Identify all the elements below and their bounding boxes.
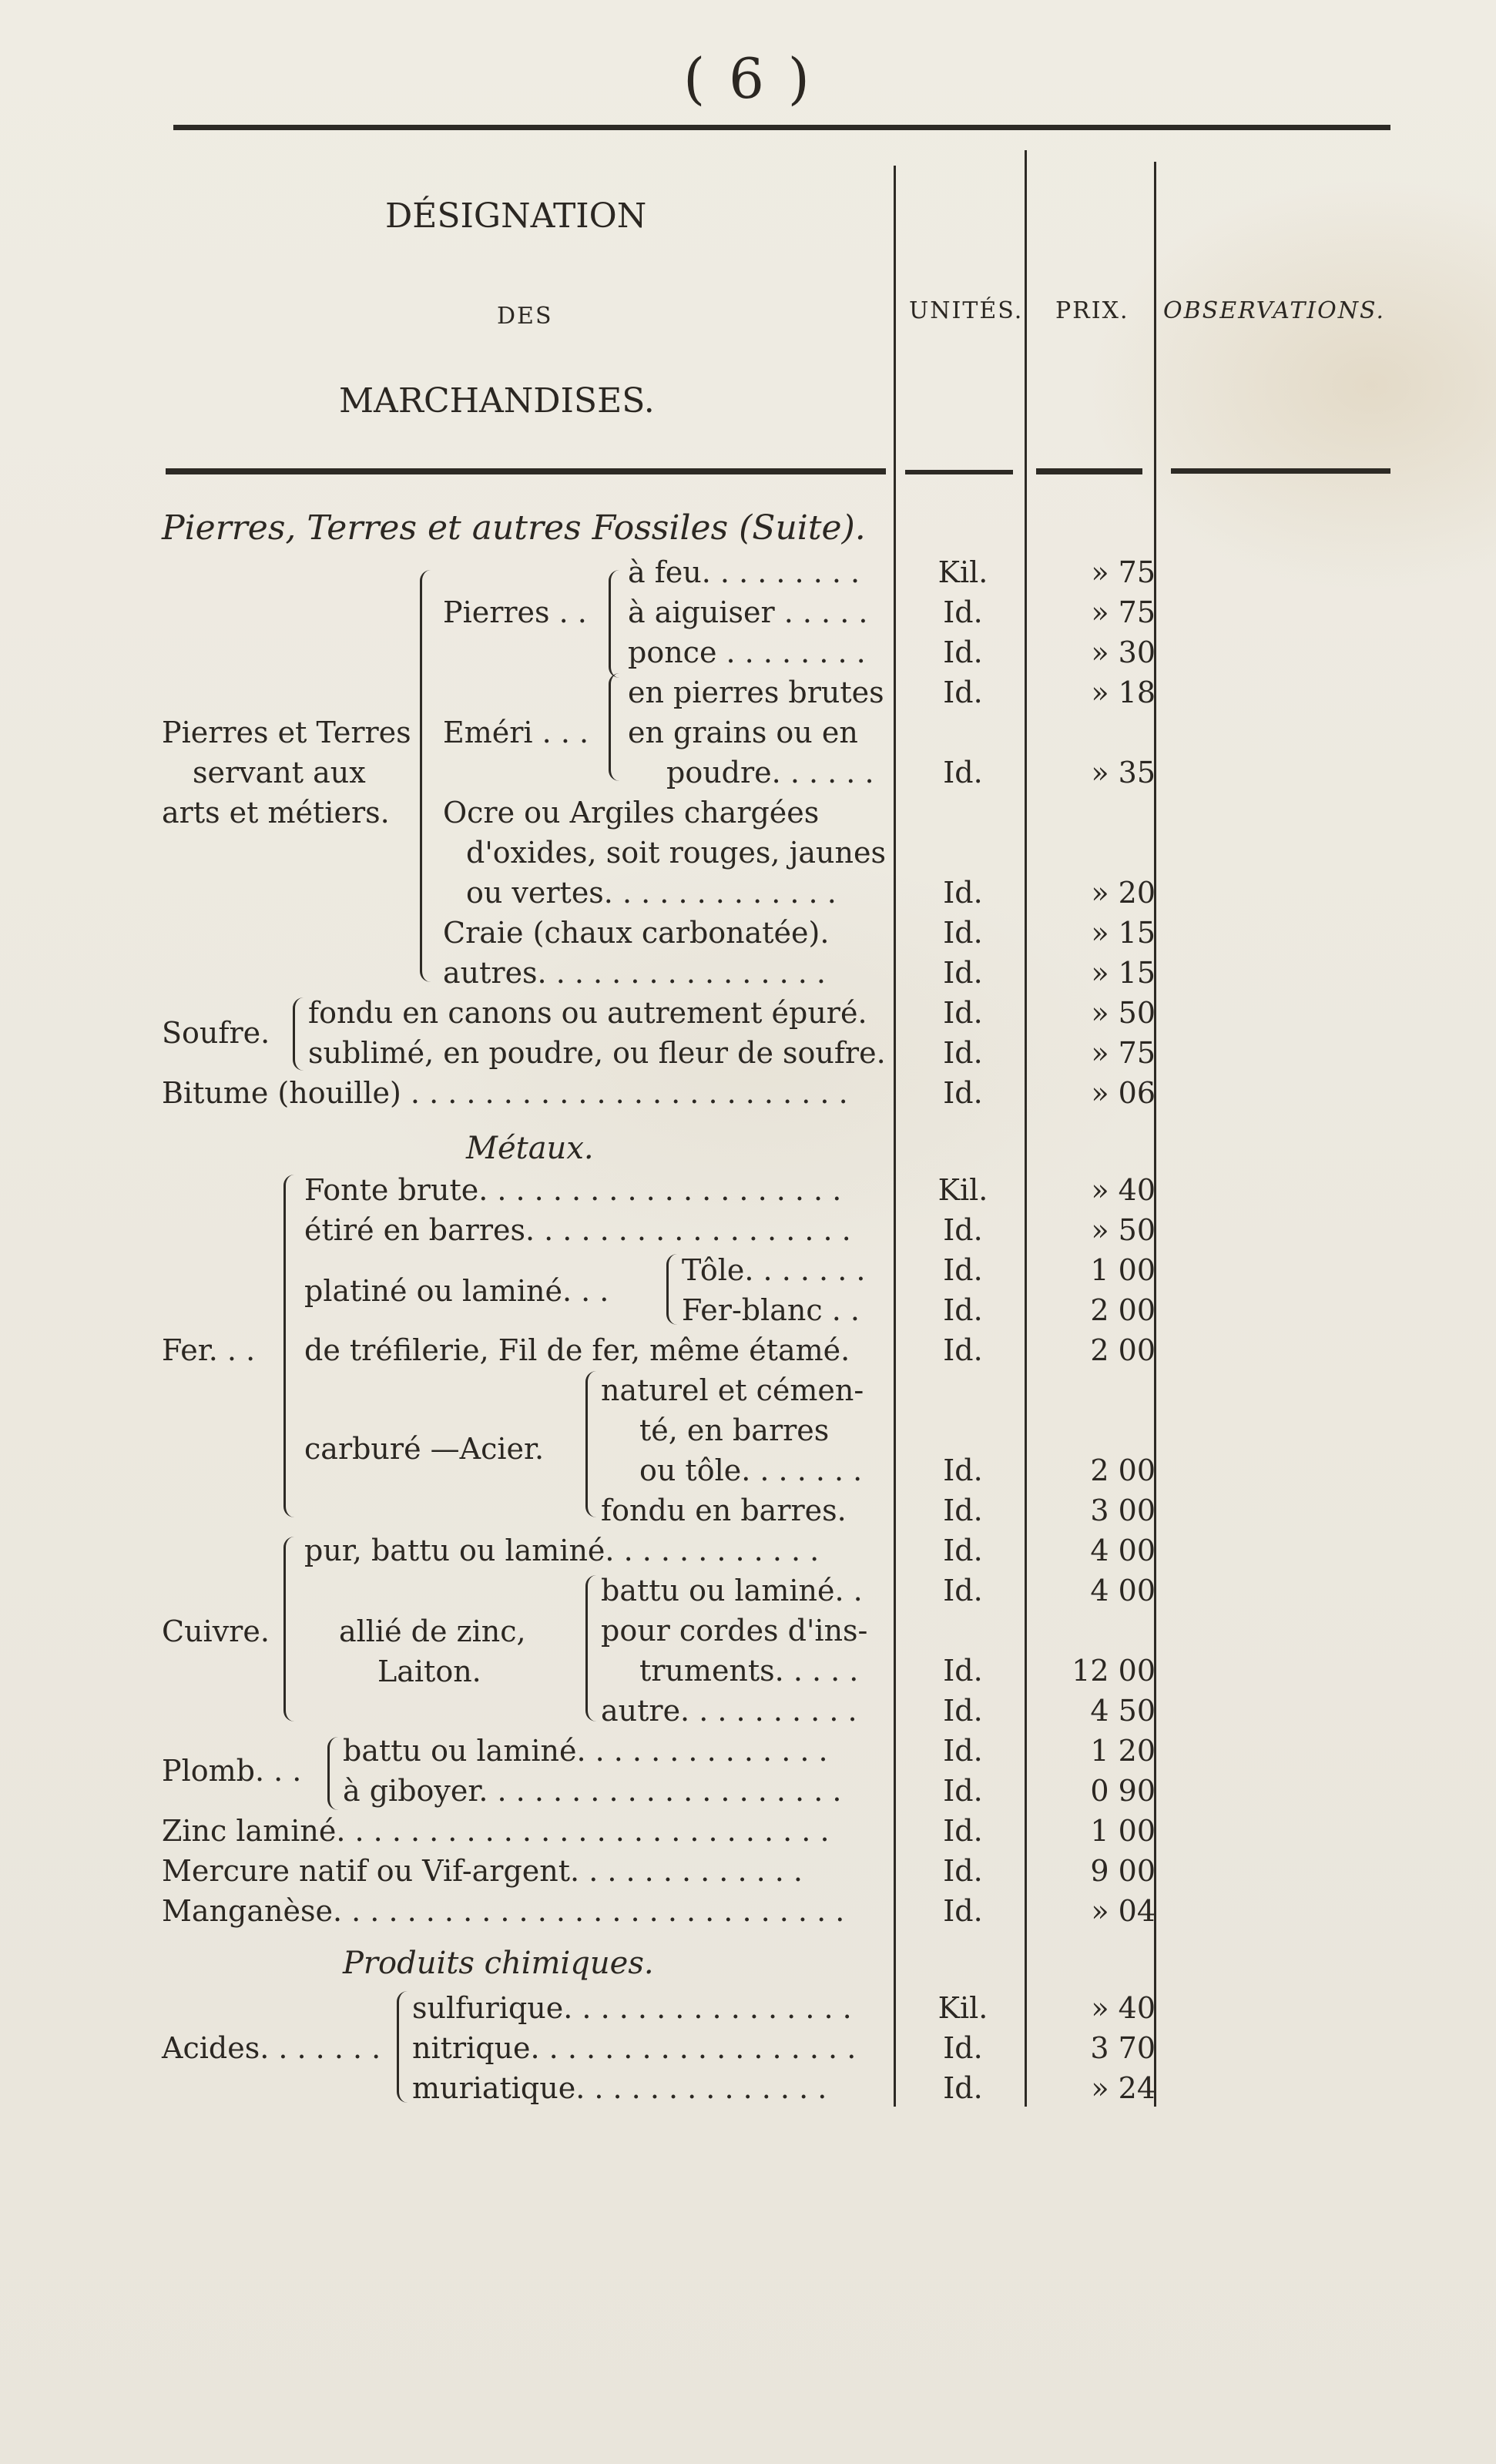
cuivre-row-0-price: 4 00 bbox=[1090, 1534, 1156, 1567]
section-title-metaux: Métaux. bbox=[466, 1131, 594, 1166]
pierres-row-6-text: Ocre ou Argiles chargées bbox=[443, 796, 820, 830]
pierres-row-9-unit: Id. bbox=[943, 916, 983, 950]
misc-row-1-price: 9 00 bbox=[1090, 1854, 1156, 1888]
cuivre-row-1-unit: Id. bbox=[943, 1574, 983, 1607]
fer-row-3-text: Fer-blanc . . bbox=[682, 1293, 860, 1327]
fer-row-8-unit: Id. bbox=[943, 1493, 983, 1527]
cuivre-label: Cuivre. bbox=[162, 1614, 270, 1648]
pierres-row-9-text: Craie (chaux carbonatée). bbox=[443, 916, 830, 950]
header-observations: OBSERVATIONS. bbox=[1163, 297, 1385, 324]
emeri-sublabel: Eméri . . . bbox=[443, 716, 589, 749]
cuivre-row-3-text: truments. . . . . bbox=[639, 1654, 859, 1688]
pierres-row-2-unit: Id. bbox=[943, 635, 983, 669]
pierres-row-3-price: » 18 bbox=[1091, 676, 1156, 709]
top-rule bbox=[173, 125, 1390, 130]
column-line-price bbox=[1025, 150, 1027, 2107]
fer-row-8-price: 3 00 bbox=[1090, 1493, 1156, 1527]
cuivre-row-2-text: pour cordes d'ins- bbox=[601, 1614, 868, 1648]
soufre-row-0-text: fondu en canons ou autrement épuré. bbox=[308, 996, 867, 1030]
header-rule-designation bbox=[166, 468, 886, 474]
misc-row-2-text: Manganèse. . . . . . . . . . . . . . . . . . . . . . . . . . . . bbox=[162, 1894, 845, 1928]
cuivre-row-0-unit: Id. bbox=[943, 1534, 983, 1567]
pierres-sublabel: Pierres . . bbox=[443, 595, 587, 629]
bitume-unit: Id. bbox=[943, 1076, 983, 1110]
pierres-row-2-price: » 30 bbox=[1091, 635, 1156, 669]
brace-fer bbox=[283, 1175, 297, 1517]
pierres-row-10-unit: Id. bbox=[943, 956, 983, 990]
pierres-row-10-text: autres. . . . . . . . . . . . . . . . bbox=[443, 956, 827, 990]
plomb-row-0-price: 1 20 bbox=[1090, 1734, 1156, 1768]
fer-row-4-price: 2 00 bbox=[1090, 1333, 1156, 1367]
header-designation-1: DÉSIGNATION bbox=[385, 196, 647, 236]
brace-cuivre bbox=[283, 1537, 297, 1721]
acides-row-0-price: » 40 bbox=[1091, 1991, 1156, 2025]
fer-row-4-unit: Id. bbox=[943, 1333, 983, 1367]
acides-row-1-price: 3 70 bbox=[1090, 2031, 1156, 2065]
pierres-row-1-text: à aiguiser . . . . . bbox=[628, 595, 868, 629]
pierres-row-7-text: d'oxides, soit rouges, jaunes bbox=[466, 836, 886, 870]
pierres-row-0-unit: Kil. bbox=[938, 555, 988, 589]
soufre-label: Soufre. bbox=[162, 1016, 270, 1050]
pierres-row-8-text: ou vertes. . . . . . . . . . . . . bbox=[466, 876, 837, 910]
fer-row-3-unit: Id. bbox=[943, 1293, 983, 1327]
brace-plomb bbox=[327, 1737, 340, 1810]
fer-row-3-price: 2 00 bbox=[1090, 1293, 1156, 1327]
brace-soufre bbox=[293, 997, 306, 1071]
soufre-row-1-text: sublimé, en poudre, ou fleur de soufre. bbox=[308, 1036, 886, 1070]
fer-row-2-price: 1 00 bbox=[1090, 1253, 1156, 1287]
misc-row-0-text: Zinc laminé. . . . . . . . . . . . . . . . . . . . . . . . . . . bbox=[162, 1814, 830, 1848]
pierres-row-5-price: » 35 bbox=[1091, 756, 1156, 789]
cuivre-row-1-text: battu ou laminé. . bbox=[601, 1574, 863, 1607]
brace-fer-carbure bbox=[585, 1371, 599, 1517]
pierres-row-1-price: » 75 bbox=[1091, 595, 1156, 629]
plomb-label: Plomb. . . bbox=[162, 1754, 302, 1788]
cuivre-row-0-text: pur, battu ou laminé. . . . . . . . . . . . bbox=[304, 1534, 820, 1567]
misc-row-0-unit: Id. bbox=[943, 1814, 983, 1848]
page-number: ( 6 ) bbox=[683, 46, 813, 111]
misc-row-2-price: » 04 bbox=[1091, 1894, 1156, 1928]
fer-platine-label: platiné ou laminé. . . bbox=[304, 1274, 609, 1308]
cuivre-row-3-unit: Id. bbox=[943, 1654, 983, 1688]
pierres-group-label-3: arts et métiers. bbox=[162, 796, 390, 830]
bitume-text: Bitume (houille) . . . . . . . . . . . . . . . . . . . . . . . . bbox=[162, 1076, 848, 1110]
plomb-row-0-unit: Id. bbox=[943, 1734, 983, 1768]
pierres-row-4-text: en grains ou en bbox=[628, 716, 858, 749]
soufre-row-0-price: » 50 bbox=[1091, 996, 1156, 1030]
pierres-row-0-text: à feu. . . . . . . . . bbox=[628, 555, 860, 589]
plomb-row-0-text: battu ou laminé. . . . . . . . . . . . . . bbox=[343, 1734, 828, 1768]
fer-row-2-unit: Id. bbox=[943, 1253, 983, 1287]
acides-row-1-unit: Id. bbox=[943, 2031, 983, 2065]
pierres-row-9-price: » 15 bbox=[1091, 916, 1156, 950]
fer-row-5-text: naturel et cémen- bbox=[601, 1373, 864, 1407]
pierres-row-1-unit: Id. bbox=[943, 595, 983, 629]
fer-label: Fer. . . bbox=[162, 1333, 256, 1367]
misc-row-1-text: Mercure natif ou Vif-argent. . . . . . . . . . . . . bbox=[162, 1854, 803, 1888]
cuivre-row-4-text: autre. . . . . . . . . . bbox=[601, 1694, 857, 1728]
fer-carbure-label: carburé —Acier. bbox=[304, 1432, 545, 1466]
column-line-units bbox=[894, 166, 896, 2107]
pierres-row-5-unit: Id. bbox=[943, 756, 983, 789]
acides-row-0-unit: Kil. bbox=[938, 1991, 988, 2025]
header-rule-units bbox=[905, 470, 1013, 474]
section-title-chimiques: Produits chimiques. bbox=[343, 1946, 654, 1981]
plomb-row-1-text: à giboyer. . . . . . . . . . . . . . . . . . . . bbox=[343, 1774, 842, 1808]
misc-row-2-unit: Id. bbox=[943, 1894, 983, 1928]
acides-row-2-price: » 24 bbox=[1091, 2071, 1156, 2105]
pierres-row-0-price: » 75 bbox=[1091, 555, 1156, 589]
fer-row-0-price: » 40 bbox=[1091, 1173, 1156, 1207]
pierres-row-3-text: en pierres brutes bbox=[628, 676, 884, 709]
header-rule-observations bbox=[1171, 468, 1390, 474]
plomb-row-1-price: 0 90 bbox=[1090, 1774, 1156, 1808]
cuivre-allie-label-2: Laiton. bbox=[377, 1654, 481, 1688]
bitume-price: » 06 bbox=[1091, 1076, 1156, 1110]
fer-row-7-unit: Id. bbox=[943, 1453, 983, 1487]
brace-pierres bbox=[609, 570, 622, 678]
cuivre-row-4-unit: Id. bbox=[943, 1694, 983, 1728]
cuivre-row-1-price: 4 00 bbox=[1090, 1574, 1156, 1607]
fer-row-1-text: étiré en barres. . . . . . . . . . . . . . . . . . bbox=[304, 1213, 851, 1247]
header-designation-3: MARCHANDISES. bbox=[339, 381, 655, 421]
brace-pierres-group bbox=[420, 570, 433, 982]
brace-acides bbox=[397, 1991, 410, 2103]
header-designation-2: DES bbox=[497, 303, 553, 330]
acides-row-1-text: nitrique. . . . . . . . . . . . . . . . . . bbox=[412, 2031, 857, 2065]
header-rule-price bbox=[1036, 468, 1142, 474]
section-title-pierres: Pierres, Terres et autres Fossiles (Suite). bbox=[162, 508, 866, 548]
plomb-row-1-unit: Id. bbox=[943, 1774, 983, 1808]
pierres-group-label-2: servant aux bbox=[193, 756, 366, 789]
header-price: PRIX. bbox=[1055, 297, 1129, 324]
brace-emeri bbox=[609, 673, 622, 781]
pierres-row-8-unit: Id. bbox=[943, 876, 983, 910]
pierres-row-5-text: poudre. . . . . . bbox=[666, 756, 874, 789]
fer-row-0-unit: Kil. bbox=[938, 1173, 988, 1207]
fer-row-7-price: 2 00 bbox=[1090, 1453, 1156, 1487]
acides-row-0-text: sulfurique. . . . . . . . . . . . . . . . bbox=[412, 1991, 852, 2025]
soufre-row-1-price: » 75 bbox=[1091, 1036, 1156, 1070]
header-units: UNITÉS. bbox=[909, 297, 1024, 324]
acides-row-2-unit: Id. bbox=[943, 2071, 983, 2105]
misc-row-1-unit: Id. bbox=[943, 1854, 983, 1888]
brace-cuivre-allie bbox=[585, 1575, 599, 1721]
pierres-row-8-price: » 20 bbox=[1091, 876, 1156, 910]
soufre-row-1-unit: Id. bbox=[943, 1036, 983, 1070]
soufre-row-0-unit: Id. bbox=[943, 996, 983, 1030]
pierres-row-3-unit: Id. bbox=[943, 676, 983, 709]
fer-row-7-text: ou tôle. . . . . . . bbox=[639, 1453, 863, 1487]
fer-row-8-text: fondu en barres. bbox=[601, 1493, 847, 1527]
cuivre-row-3-price: 12 00 bbox=[1072, 1654, 1156, 1688]
fer-row-6-text: té, en barres bbox=[639, 1413, 830, 1447]
pierres-row-2-text: ponce . . . . . . . . bbox=[628, 635, 866, 669]
acides-label: Acides. . . . . . . bbox=[162, 2031, 381, 2065]
fer-row-1-price: » 50 bbox=[1091, 1213, 1156, 1247]
cuivre-row-4-price: 4 50 bbox=[1090, 1694, 1156, 1728]
fer-row-4-text: de tréfilerie, Fil de fer, même étamé. bbox=[304, 1333, 850, 1367]
fer-row-2-text: Tôle. . . . . . . bbox=[682, 1253, 866, 1287]
pierres-group-label-1: Pierres et Terres bbox=[162, 716, 411, 749]
misc-row-0-price: 1 00 bbox=[1090, 1814, 1156, 1848]
cuivre-allie-label-1: allié de zinc, bbox=[339, 1614, 526, 1648]
fer-row-1-unit: Id. bbox=[943, 1213, 983, 1247]
pierres-row-10-price: » 15 bbox=[1091, 956, 1156, 990]
acides-row-2-text: muriatique. . . . . . . . . . . . . . bbox=[412, 2071, 827, 2105]
fer-row-0-text: Fonte brute. . . . . . . . . . . . . . . . . . . . bbox=[304, 1173, 842, 1207]
brace-fer-platine bbox=[666, 1254, 679, 1325]
